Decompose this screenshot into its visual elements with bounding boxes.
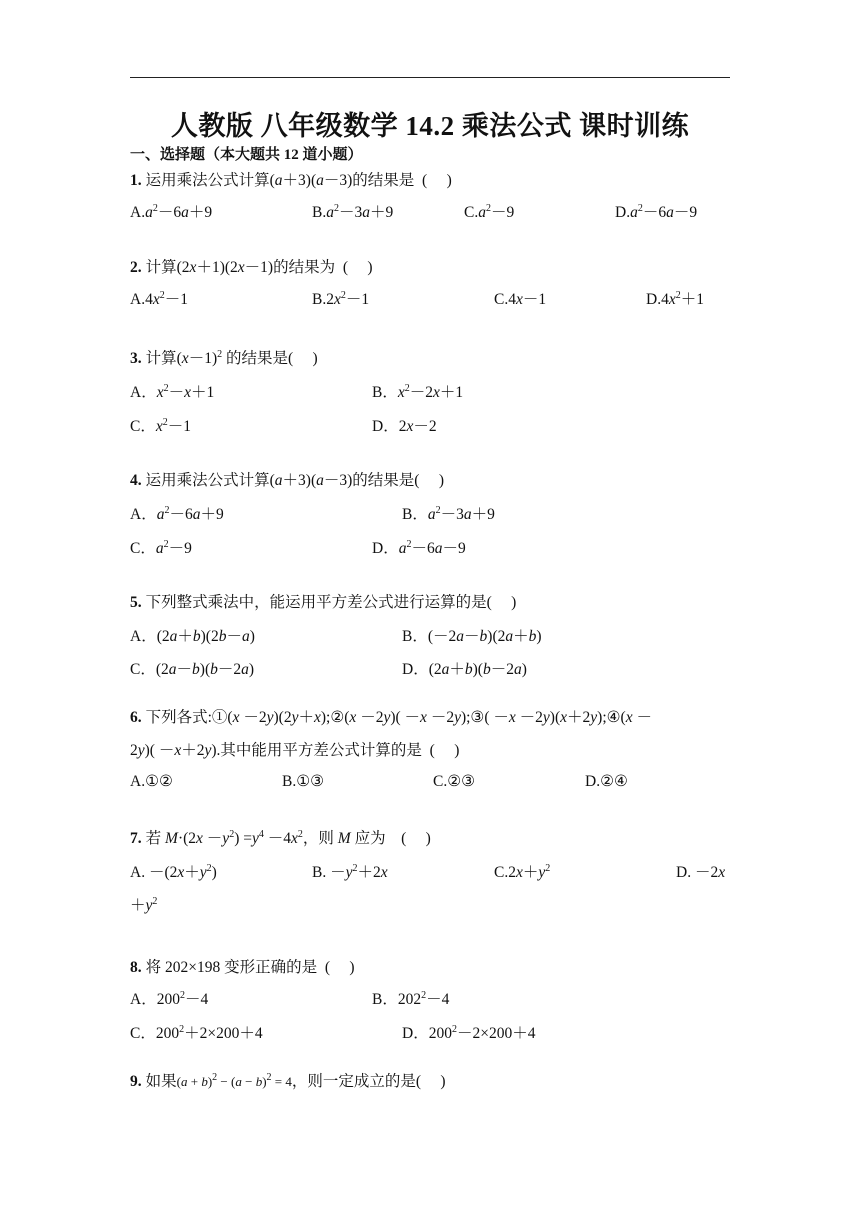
question-3: 3. 计算$(x-1)^2$ 的结果是( ) xyxy=(130,349,318,367)
q1-option-a: $A.a^2-6a+9$ xyxy=(130,203,213,221)
question-5: 5. 下列整式乘法中，能运用平方差公式进行运算的是( ) xyxy=(130,594,517,611)
q5-option-d: D．(2a＋b)(b－2a) xyxy=(402,661,527,678)
question-6-line-2: 2y)( －x＋2y).其中能用平方差公式计算的是 ( ) xyxy=(130,742,460,759)
q5-option-a: A．(2a＋b)(2b－a) xyxy=(130,628,255,645)
q3-option-b: B．$x^2-2x+1$ xyxy=(372,383,464,401)
header-rule xyxy=(130,77,730,78)
q2-option-d: $D.4x^2+1$ xyxy=(646,290,704,308)
q8-option-a: A．$200^2-4$ xyxy=(130,990,209,1008)
question-2: 2. 计算(2x＋1)(2x－1)的结果为 ( ) xyxy=(130,259,373,276)
q4-option-a: A．$a^2-6a+9$ xyxy=(130,505,224,523)
q5-option-b: B．(－2a－b)(2a＋b) xyxy=(402,628,542,645)
question-4: 4. 运用乘法公式计算(a＋3)(a－3)的结果是( ) xyxy=(130,472,444,489)
q3-option-d: D．2x－2 xyxy=(372,418,437,435)
q4-option-d: D．$a^2-6a-9$ xyxy=(372,539,466,557)
q7-option-d-line-1: D. －2x xyxy=(676,864,726,881)
page-title: 人教版 八年级数学 14.2 乘法公式 课时训练 xyxy=(170,111,690,141)
question-7: 7. 若 $M\cdot(2x -y^2) =y^4 -4x^2$，则 M 应为 ( ) xyxy=(130,829,431,847)
question-8: 8. 将 202×198 变形正确的是 ( ) xyxy=(130,959,355,976)
q2-option-c: C.4x－1 xyxy=(494,291,547,308)
q2-option-b: $B.2x^2-1$ xyxy=(312,290,370,308)
question-6-line-1: 6. 下列各式:①(x －2y)(2y＋x);②(x －2y)( －x －2y);③( －x －2y)(x＋2y);④(x － xyxy=(130,709,652,726)
q8-option-c: C．$200^2+2\times 200+4$ xyxy=(130,1024,263,1042)
q1-option-b: $B.a^2-3a+9$ xyxy=(312,203,394,221)
q6-option-c: C.②③ xyxy=(433,773,476,790)
q6-option-a: A.①② xyxy=(130,773,173,790)
question-9: 9. 如果$(a + b)^2 - (a - b)^2 = 4$，则一定成立的是( ) xyxy=(130,1072,446,1090)
q6-option-b: B.①③ xyxy=(282,773,325,790)
q2-option-a: $A.4x^2-1$ xyxy=(130,290,188,308)
q3-option-c: C．$x^2-1$ xyxy=(130,417,191,435)
q1-option-d: $D.a^2-6a-9$ xyxy=(615,203,698,221)
q8-option-d: D．$200^2-2\times 200+4$ xyxy=(402,1024,536,1042)
q7-option-d-line-2: $+y^2$ xyxy=(130,896,158,914)
question-1: 1. 运用乘法公式计算(a＋3)(a－3)的结果是 ( ) xyxy=(130,172,452,189)
q5-option-c: C．(2a－b)(b－2a) xyxy=(130,661,255,678)
q4-option-c: C．$a^2-9$ xyxy=(130,539,192,557)
q1-option-c: $C.a^2-9$ xyxy=(464,203,515,221)
q7-option-c: $C.2x+y^2$ xyxy=(494,863,551,881)
q8-option-b: B．$202^2-4$ xyxy=(372,990,450,1008)
q7-option-a: A. $-(2x+y^2)$ xyxy=(130,863,217,881)
q3-option-a: A．$x^2-x+1$ xyxy=(130,383,215,401)
q4-option-b: B．$a^2-3a+9$ xyxy=(402,505,495,523)
section-heading: 一、选择题（本大题共 12 道小题） xyxy=(130,147,363,163)
q7-option-b: B. $-y^2+2x$ xyxy=(312,863,388,881)
q6-option-d: D.②④ xyxy=(585,773,628,790)
